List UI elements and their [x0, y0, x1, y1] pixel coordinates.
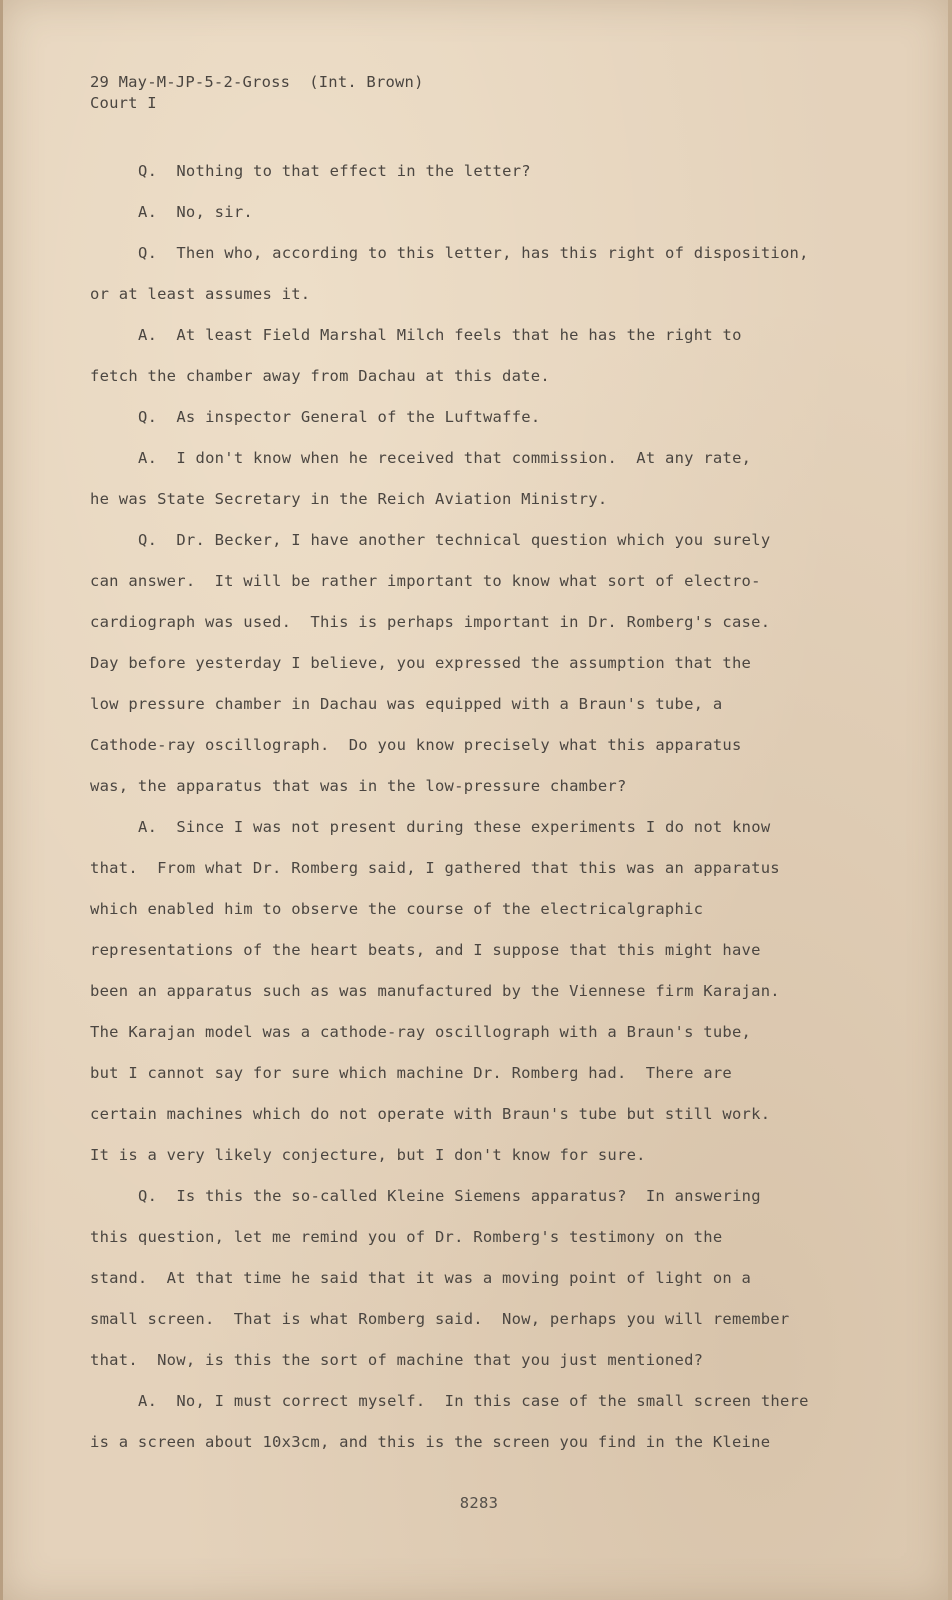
page-header [90, 72, 424, 114]
transcript-line: Q. Then who, according to this letter, has this right of disposition, [138, 244, 809, 262]
transcript-line: was, the apparatus that was in the low-pressure chamber? [90, 777, 627, 795]
transcript-line: A. I don't know when he received that commission. At any rate, [138, 449, 752, 467]
transcript-line: which enabled him to observe the course of the electricalgraphic [90, 900, 704, 918]
transcript-line: can answer. It will be rather important to know what sort of electro- [90, 572, 761, 590]
transcript-line: this question, let me remind you of Dr. Romberg's testimony on the [90, 1228, 723, 1246]
transcript-line: representations of the heart beats, and I suppose that this might have [90, 941, 761, 959]
transcript-line: Q. Dr. Becker, I have another technical question which you surely [138, 531, 771, 549]
header-court: Court I [90, 94, 157, 112]
transcript-line: that. Now, is this the sort of machine that you just mentioned? [90, 1351, 704, 1369]
transcript-line: Q. As inspector General of the Luftwaffe. [138, 408, 541, 426]
transcript-line: A. At least Field Marshal Milch feels that he has the right to [138, 326, 742, 344]
transcript-line: or at least assumes it. [90, 285, 311, 303]
transcript-line: The Karajan model was a cathode-ray oscillograph with a Braun's tube, [90, 1023, 752, 1041]
transcript-line: is a screen about 10x3cm, and this is the screen you find in the Kleine [90, 1433, 771, 1451]
transcript-line: cardiograph was used. This is perhaps important in Dr. Romberg's case. [90, 613, 771, 631]
transcript-line: been an apparatus such as was manufactured by the Viennese firm Karajan. [90, 982, 780, 1000]
transcript-line: he was State Secretary in the Reich Aviation Ministry. [90, 490, 608, 508]
transcript-line: but I cannot say for sure which machine Dr. Romberg had. There are [90, 1064, 732, 1082]
transcript-line: low pressure chamber in Dachau was equipped with a Braun's tube, a [90, 695, 723, 713]
transcript-line: fetch the chamber away from Dachau at this date. [90, 367, 550, 385]
transcript-line: A. Since I was not present during these experiments I do not know [138, 818, 771, 836]
page-number: 8283 [459, 1494, 499, 1512]
transcript-line: stand. At that time he said that it was a moving point of light on a [90, 1269, 752, 1287]
transcript-line: small screen. That is what Romberg said. Now, perhaps you will remember [90, 1310, 790, 1328]
transcript-line: Q. Nothing to that effect in the letter? [138, 162, 531, 180]
transcript-line: A. No, sir. [138, 203, 253, 221]
transcript-line: certain machines which do not operate with Braun's tube but still work. [90, 1105, 771, 1123]
transcript-body [90, 151, 865, 1463]
transcript-line: A. No, I must correct myself. In this case of the small screen there [138, 1392, 809, 1410]
transcript-line: Cathode-ray oscillograph. Do you know precisely what this apparatus [90, 736, 742, 754]
transcript-line: It is a very likely conjecture, but I don't know for sure. [90, 1146, 646, 1164]
transcript-line: Day before yesterday I believe, you expressed the assumption that the [90, 654, 752, 672]
transcript-line: Q. Is this the so-called Kleine Siemens apparatus? In answering [138, 1187, 761, 1205]
transcript-line: that. From what Dr. Romberg said, I gathered that this was an apparatus [90, 859, 780, 877]
header-reference: 29 May-M-JP-5-2-Gross (Int. Brown) [90, 73, 424, 91]
